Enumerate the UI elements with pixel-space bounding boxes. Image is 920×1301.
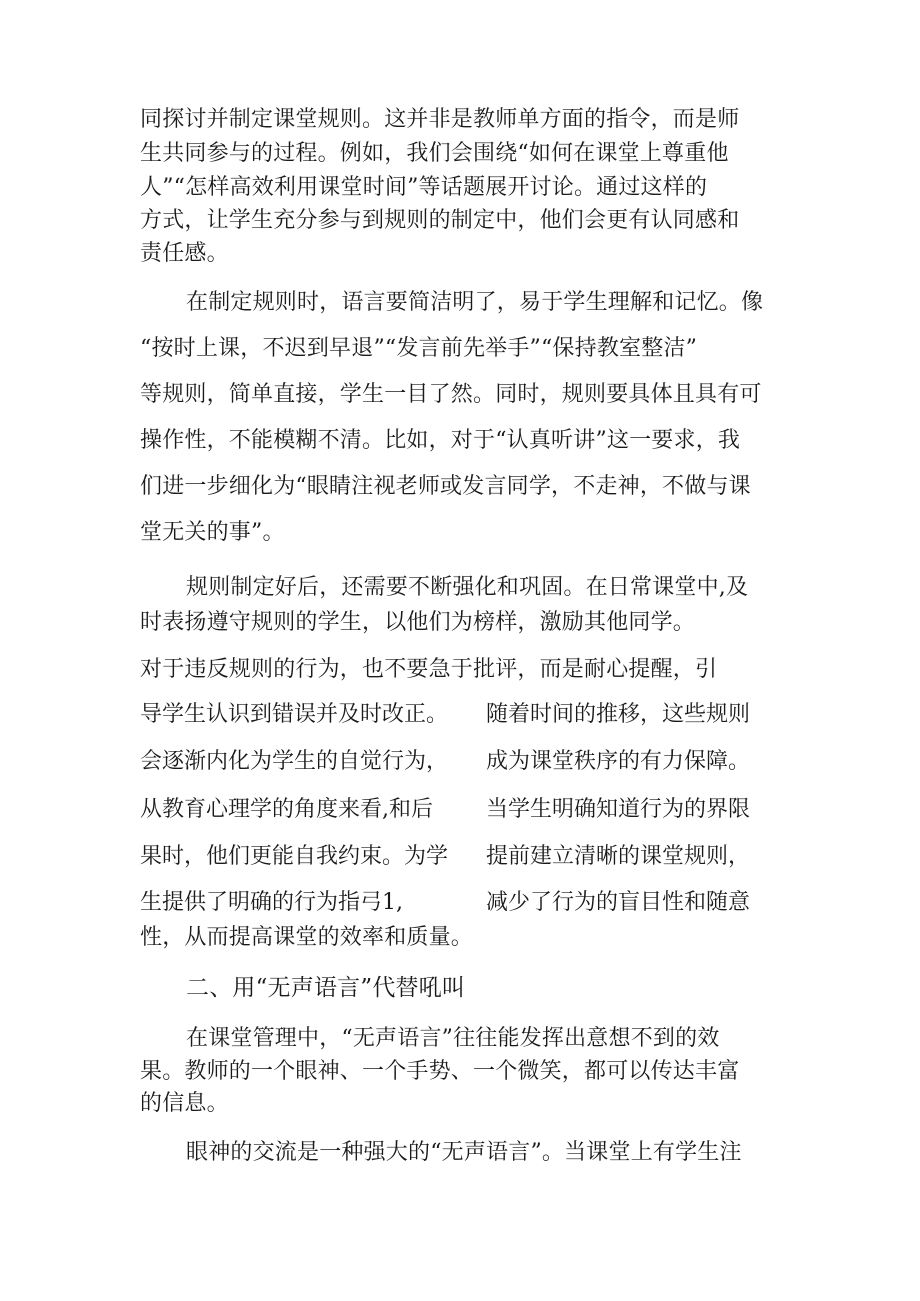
text-segment-right: 随着时间的推移，这些规则	[486, 702, 751, 727]
text-line: 果。教师的一个眼神、一个手势、一个微笑，都可以传达丰富	[140, 1059, 740, 1084]
text-line: 同探讨并制定课堂规则。这并非是教师单方面的指令，而是师	[140, 107, 740, 132]
text-line: 们进一步细化为“眼睛注视老师或发言同学，不走神，不做与课	[140, 474, 751, 499]
text-segment-left: 会逐渐内化为学生的自觉行为，	[140, 749, 449, 774]
text-segment-right: 当学生明确知道行为的界限	[486, 797, 751, 822]
text-segment-right: 减少了行为的盲目性和随意	[486, 890, 751, 915]
text-segment-left: 生提供了明确的行为指弓1,	[140, 890, 403, 915]
text-line: 人”“怎样高效利用课堂时间”等话题展开讨论。通过这样的	[140, 175, 708, 200]
text-line: 规则制定好后，还需要不断强化和巩固。在日常课堂中,及	[186, 575, 749, 600]
text-line: 性，从而提高课堂的效率和质量。	[140, 925, 474, 950]
text-line: 在制定规则时，语言要简洁明了，易于学生理解和记忆。像	[186, 290, 764, 315]
text-line: 在课堂管理中，“无声语言”往往能发挥出意想不到的效	[186, 1026, 720, 1051]
text-line: “按时上课，不迟到早退”“发言前先举手”“保持教室整洁”	[140, 336, 698, 361]
text-line: 方式，让学生充分参与到规则的制定中，他们会更有认同感和	[140, 208, 740, 233]
text-line: 堂无关的事”。	[140, 520, 285, 545]
text-segment-left: 从教育心理学的角度来看,和后	[140, 797, 433, 822]
text-line: 责任感。	[140, 241, 229, 266]
text-line: 时表扬遵守规则的学生，以他们为榜样，激励其他同学。	[140, 610, 696, 635]
text-segment-right: 提前建立清晰的课堂规则，	[486, 844, 751, 869]
text-line: 等规则，简单直接，学生一目了然。同时，规则要具体且具有可	[140, 382, 762, 407]
section-heading: 二、用“无声语言”代替吼叫	[186, 975, 466, 1001]
text-line: 生共同参与的过程。例如，我们会围绕“如何在课堂上尊重他	[140, 141, 729, 166]
text-line: 的信息。	[140, 1091, 229, 1116]
text-segment-right: 成为课堂秩序的有力保障。	[486, 749, 751, 774]
text-line: 操作性，不能模糊不清。比如，对于“认真听讲”这一要求，我	[140, 428, 741, 453]
text-segment-left: 果时，他们更能自我约束。为学	[140, 844, 449, 869]
text-line: 对于违反规则的行为，也不要急于批评，而是耐心提醒，引	[140, 657, 718, 682]
text-line: 眼神的交流是一种强大的“无声语言”。当课堂上有学生注	[186, 1140, 742, 1165]
text-segment-left: 导学生认识到错误并及时改正。	[140, 702, 449, 727]
